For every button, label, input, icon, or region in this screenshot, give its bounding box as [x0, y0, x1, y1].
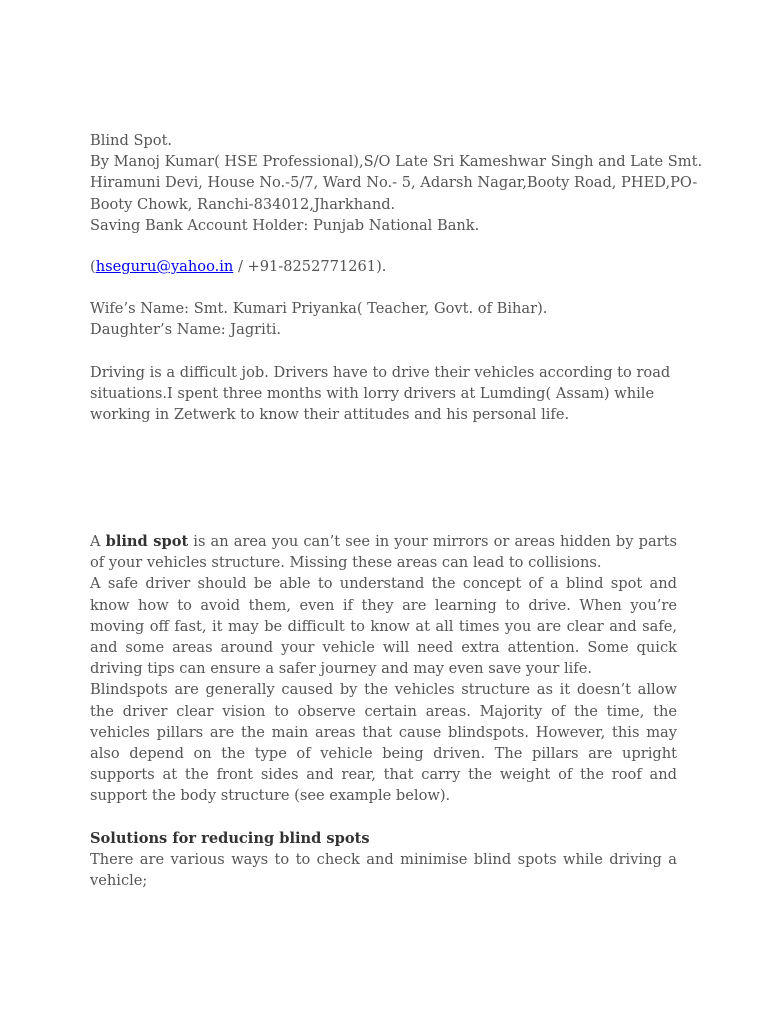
email-link[interactable]: hseguru@yahoo.in — [95, 258, 234, 275]
contact-block — [90, 256, 677, 277]
address-line: Hiramuni Devi, House No.-5/7, Ward No.- 5, Adarsh Nagar,Booty Road, PHED,PO- — [90, 174, 698, 192]
bank-line: Saving Bank Account Holder: Punjab National Bank. — [90, 216, 480, 234]
section-heading: Solutions for reducing blind spots — [90, 830, 370, 847]
solutions-block — [90, 828, 677, 892]
intro-line: working in Zetwerk to know their attitudes and his personal life. — [90, 406, 570, 424]
address-line: Booty Chowk, Ranchi-834012,Jharkhand. — [90, 195, 396, 213]
header-block — [90, 130, 703, 236]
paragraph-prefix: A — [90, 533, 106, 550]
body-text — [90, 531, 677, 807]
solutions-heading — [90, 828, 677, 849]
paragraph-text: is an area you can’t see in your mirrors or areas hidden by parts of your vehicles structure. Missing these areas can lead to collisions. — [90, 533, 677, 572]
paragraph-blind-spot-definition — [90, 531, 677, 573]
bold-term: blind spot — [105, 533, 189, 550]
daughter-name: Daughter’s Name: Jagriti. — [90, 321, 281, 339]
paragraph-blindspot-causes: Blindspots are generally caused by the vehicles structure as it doesn’t allow the driver clear vision to observe certain areas. Majority of the time, the vehicles pillars are the main areas that cause blindspots. However, this may also depend on the type of vehicle being driven. The pillars are upright supports at the front sides and rear, that carry the weight of the roof and support the body structure (see example below). — [90, 681, 677, 805]
intro-block — [90, 362, 677, 426]
contact-line — [90, 256, 677, 277]
wife-name: Wife’s Name: Smt. Kumari Priyanka( Teacher, Govt. of Bihar). — [90, 300, 548, 317]
solutions-text: There are various ways to to check and minimise blind spots while driving a vehicle; — [90, 851, 677, 890]
open-paren: ( — [90, 258, 96, 275]
family-block — [90, 298, 677, 340]
intro-line: Driving is a difficult job. Drivers have to drive their vehicles according to road — [90, 364, 671, 381]
intro-line: situations.I spent three months with lorry drivers at Lumding( Assam) while — [90, 385, 655, 403]
author-line: By Manoj Kumar( HSE Professional),S/O Late Sri Kameshwar Singh and Late Smt. — [90, 153, 703, 171]
paragraph-safe-driver: A safe driver should be able to understand the concept of a blind spot and know how to avoid them, even if they are learning to drive. When you’re moving off fast, it may be difficult to know at all times you are clear and safe, and some areas around your vehicle will need extra attention. Some quick driving tips can ensure a safer journey and may even save your life. — [90, 575, 677, 678]
document-title: Blind Spot. — [90, 132, 173, 149]
phone-text: / +91-8252771261). — [233, 258, 387, 275]
